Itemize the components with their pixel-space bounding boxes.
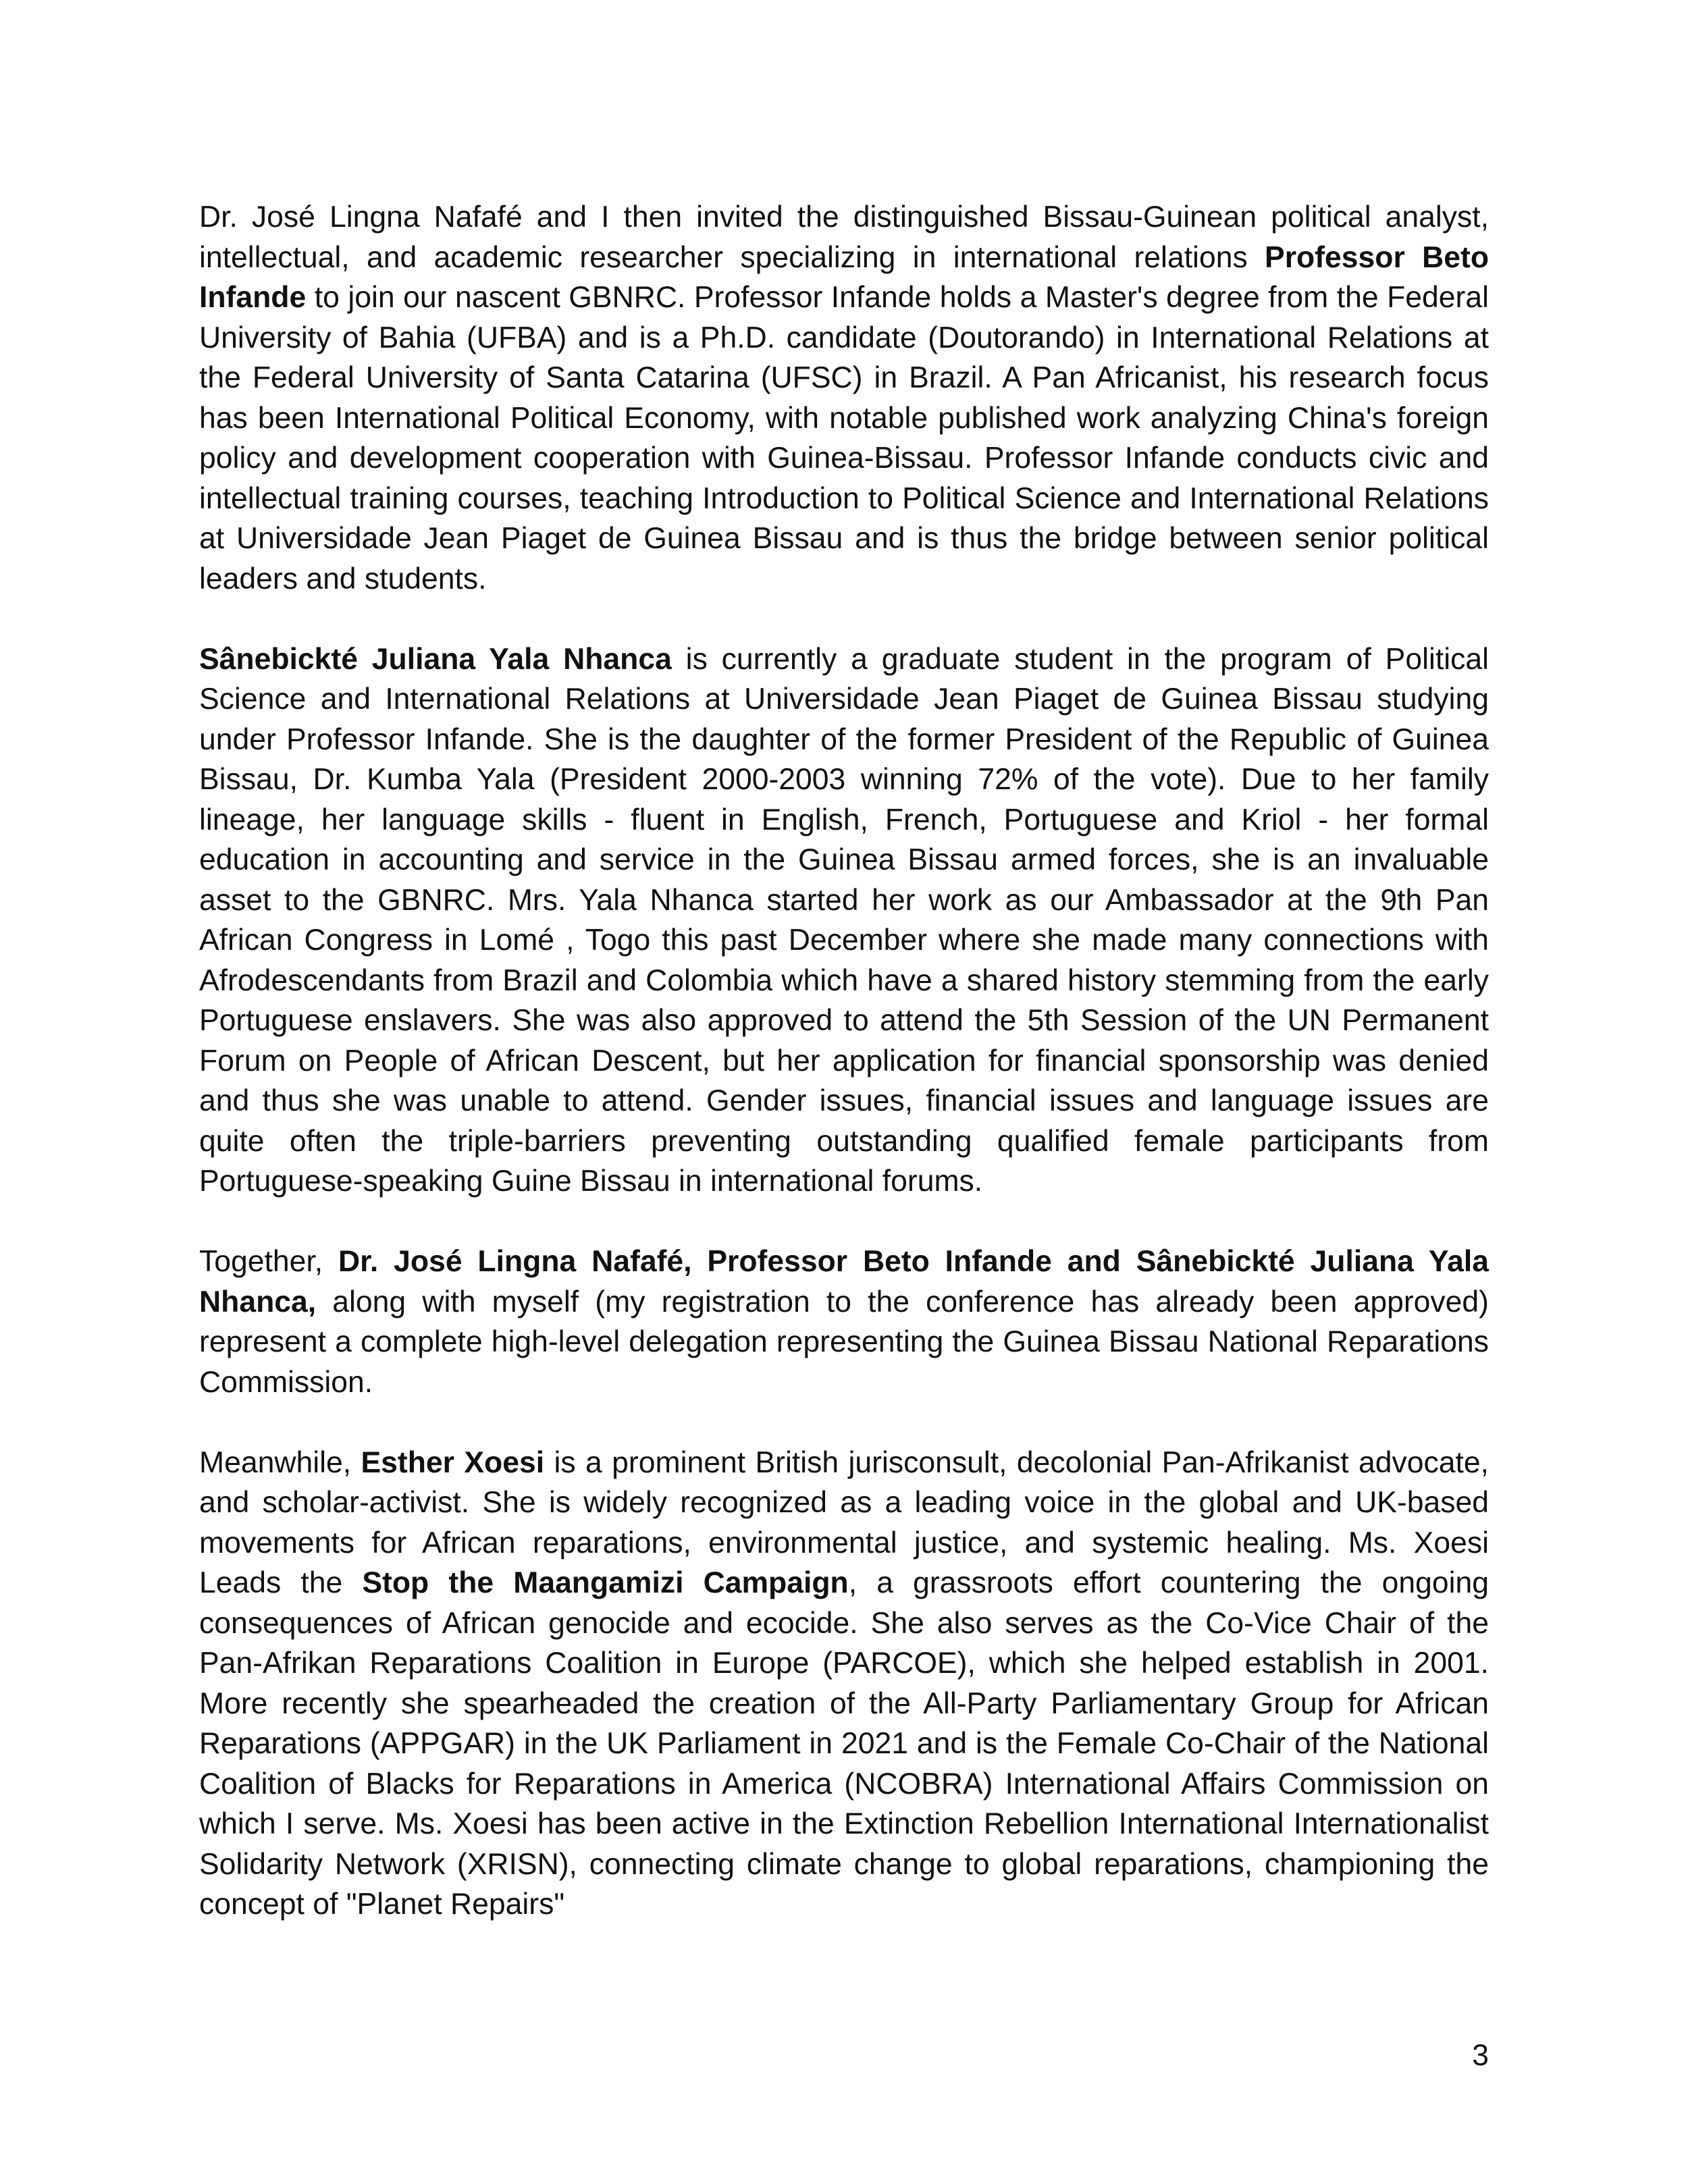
bold-campaign-name: Stop the Maangamizi Campaign — [362, 1566, 849, 1599]
paragraph-text: to join our nascent GBNRC. Professor Infande holds a Master's degree from the Federal University of Bahia (UFBA) and is a Ph.D. candidate (Doutorando) in International Relations at the Federal University of Santa Catarina (UFSC) in Brazil. A Pan Africanist, his research focus has been International Political Economy, with notable published work analyzing China's foreign policy and development cooperation with Guinea-Bissau. Professor Infande conducts civic and intellectual training courses, teaching Introduction to Political Science and International Relations at Universidade Jean Piaget de Guinea Bissau and is thus the bridge between senior political leaders and students. — [199, 281, 1489, 595]
page-number: 3 — [1472, 2039, 1489, 2072]
paragraph-text: , a grassroots effort countering the ongoing consequences of African genocide and ecocide. She also serves as the Co-Vice Chair of the Pan-Afrikan Reparations Coalition in Europe (PARCOE), which she helped establish in 2001. More recently she spearheaded the creation of the All-Party Parliamentary Group for African Reparations (APPGAR) in the UK Parliament in 2021 and is the Female Co-Chair of the National Coalition of Blacks for Reparations in America (NCOBRA) International Affairs Commission on which I serve. Ms. Xoesi has been active in the Extinction Rebellion International Internationalist Solidarity Network (XRISN), connecting climate change to global reparations, championing the concept of "Planet Repairs" — [199, 1566, 1489, 1921]
paragraph-text: is currently a graduate student in the program of Political Science and International Relations at Universidade Jean Piaget de Guinea Bissau studying under Professor Infande. She is the daughter of the former President of the Republic of Guinea Bissau, Dr. Kumba Yala (President 2000-2003 winning 72% of the vote). Due to her family lineage, her language skills - fluent in English, French, Portuguese and Kriol - her formal education in accounting and service in the Guinea Bissau armed forces, she is an invaluable asset to the GBNRC. Mrs. Yala Nhanca started her work as our Ambassador at the 9th Pan African Congress in Lomé , Togo this past December where she made many connections with Afrodescendants from Brazil and Colombia which have a shared history stemming from the early Portuguese enslavers. She was also approved to attend the 5th Session of the UN Permanent Forum on People of African Descent, but her application for financial sponsorship was denied and thus she was unable to attend. Gender issues, financial issues and language issues are quite often the triple-barriers preventing outstanding qualified female participants from Portuguese-speaking Guine Bissau in international forums. — [199, 642, 1489, 1198]
paragraph-delegation — [199, 1242, 1489, 1402]
bold-name-esther-xoesi: Esther Xoesi — [361, 1445, 545, 1479]
paragraph-juliana-yala-nhanca — [199, 639, 1489, 1202]
bold-name-juliana-yala-nhanca: Sânebickté Juliana Yala Nhanca — [199, 642, 672, 676]
paragraph-text: Meanwhile, — [199, 1445, 361, 1479]
paragraph-text: is a prominent British jurisconsult, decolonial Pan-Afrikanist advocate, and scholar-activist. She is widely recognized as a leading voice in the global and UK-based movements for African reparations, environmental justice, and systemic healing. Ms. Xoesi Leads the — [199, 1445, 1489, 1599]
paragraph-text: along with myself (my registration to the conference has already been approved) represent a complete high-level delegation representing the Guinea Bissau National Reparations Commission. — [199, 1285, 1489, 1399]
bold-name-beto-infande: Professor Beto Infande — [199, 240, 1489, 314]
paragraph-text: Together, — [199, 1245, 338, 1278]
paragraph-esther-xoesi — [199, 1443, 1489, 1925]
bold-delegation-names: Dr. José Lingna Nafafé, Professor Beto Infande and Sânebickté Juliana Yala Nhanca, — [199, 1245, 1489, 1319]
paragraph-text: Dr. José Lingna Nafafé and I then invited the distinguished Bissau-Guinean political analyst, intellectual, and academic researcher specializing in international relations — [199, 201, 1489, 274]
paragraph-beto-infande — [199, 197, 1489, 599]
document-body — [199, 197, 1489, 1925]
